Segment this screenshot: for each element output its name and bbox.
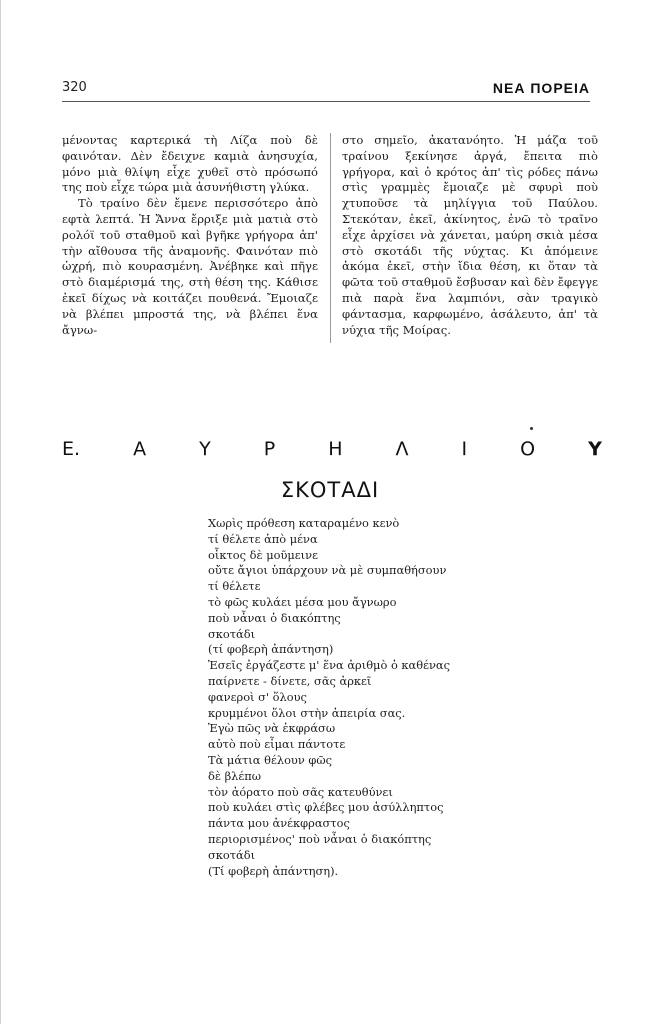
poem-line: πάντα μου ἀνέκφραστος [208,816,350,831]
poem-author [62,438,602,460]
poem-line: ποὺ κυλάει στὶς φλέβες μου ἀσύλληπτος [208,800,444,815]
poem-line: σκοτάδι [208,847,256,862]
poem-line: τί θέλετε [208,579,261,594]
poem-body [208,516,608,879]
poem-line: (Τί φοβερὴ ἀπάντηση). [208,863,339,878]
poem-line: φανεροὶ σ' ὅλους [208,689,307,704]
poem-line: τὸν ἀόρατο ποὺ σᾶς κατευθύνει [208,784,393,799]
left-column [62,133,318,338]
story-columns [62,133,598,353]
right-column [342,133,598,338]
author-letter: Υ [199,438,211,460]
poem-line: οὔτε ἄγιοι ὑπάρχουν νὰ μὲ συμπαθήσουν [208,563,447,578]
poem-line: σκοτάδι [208,626,256,641]
poem-line: τί θέλετε ἀπὸ μένα [208,531,318,546]
poem-line: Χωρὶς πρόθεση καταραμένο κενὸ [208,516,400,530]
column-divider [330,133,331,343]
poem-line: τὸ φῶς κυλάει μέσα μου ἄγνωρο [208,594,397,609]
poem-line: αὐτὸ ποὺ εἶμαι πάντοτε [208,737,346,752]
author-letter: Ι [461,438,468,460]
header-rule [62,101,590,102]
poem-line: περιορισμένος' ποὺ νἆναι ὁ διακόπτης [208,831,432,846]
author-letter: Υ [588,438,602,460]
author-letter: Η [328,438,343,460]
poem-line: ποὺ νἆναι ὁ διακόπτης [208,610,341,625]
poem-line: Τὰ μάτια θέλουν φῶς [208,752,333,767]
page-number: 320 [62,80,87,95]
ink-dot [530,427,533,430]
journal-title: ΝΕΑ ΠΟΡΕΙΑ [492,80,590,96]
author-letter: Ρ [263,438,276,460]
story-paragraph: Τὸ τραίνο δὲν ἔμενε περισσότερο ἀπὸ εφτὰ λεπτά. Ἡ Ἄννα ἔρριξε μιὰ ματιὰ στὸ ρολόϊ τοῦ σταθμοῦ καὶ βγῆκε γρήγορα ἀπ' τὴν αἴθουσα τῆς ἀναμονῆς. Φαινόταν πιὸ ὠχρή, πιὸ κουρασμένη. Ἀνέβηκε καὶ πῆγε στὸ διαμέρισμά της, στὴ θέση της. Κάθισε ἐκεῖ δίχως νὰ κοιτάζει πουθενά. Ἔμοιαζε νὰ βλέπει μπροστά της, νὰ βλέπει ἕνα ἄγνω- [62,196,318,337]
story-paragraph: στο σημεῖο, ἀκατανόητο. Ἡ μάζα τοῦ τραίνου ξεκίνησε ἀργά, ἔπειτα πιὸ γρήγορα, καὶ ὁ κρότος ἀπ' τὶς ρόδες πάνω στὶς γραμμὲς ἔμοιαζε μὲ σφυρὶ ποὺ χτυποῦσε τὰ μηλίγγια τοῦ Παύλου. Στεκόταν, ἐκεῖ, ἀκίνητος, ἐνῶ τὸ τραῖνο εἶχε ἀρχίσει νὰ χάνεται, μαύρη σκιὰ μέσα στὸ σκοτάδι τῆς νύχτας. Κι ἀπόμεινε ἀκόμα ἐκεῖ, στὴν ἴδια θέση, κι ὅταν τὰ φῶτα τοῦ σταθμοῦ ἔσβυσαν καὶ δὲν ἔφεγγε πιὰ παρὰ ἕνα λαμπιόνι, σὰν τραγικὸ φάντασμα, καρφωμένο, ἀσάλευτο, ἀπ' τὰ νύχια τῆς Μοίρας. [342,133,598,337]
poem-line: Ἐσεῖς ἐργάζεστε μ' ἕνα ἀριθμὸ ὁ καθένας [208,658,450,673]
scan-edge [0,0,11,1024]
author-letter: Ε. [62,438,81,460]
poem-line: κρυμμένοι ὅλοι στὴν ἀπειρία σας. [208,705,406,720]
page-header [62,80,590,100]
poem-line: δὲ βλέπω [208,768,262,783]
author-letter: Λ [395,438,409,460]
poem-line: οἶκτος δὲ μοῦμεινε [208,547,318,562]
author-letter: Ο [520,438,536,460]
poem-line: Ἐγὼ πῶς νὰ ἐκφράσω [208,721,336,736]
author-letter: Α [133,438,147,460]
story-paragraph: μένοντας καρτερικά τὴ Λίζα ποὺ δὲ φαινόταν. Δὲν ἔδειχνε καμιὰ ἀνησυχία, μόνο μιὰ θλίψη εἶχε χυθεῖ στὸ πρόσωπό της ποὺ εἶχε τώρα μιὰ ἀσυνήθιστη γλύκα. [62,133,318,195]
poem-line: (τί φοβερὴ ἀπάντηση) [208,642,334,657]
poem-line: παίρνετε - δίνετε, σᾶς ἀρκεῖ [208,673,372,688]
poem-title: ΣΚΟΤΑΔΙ [280,478,380,502]
